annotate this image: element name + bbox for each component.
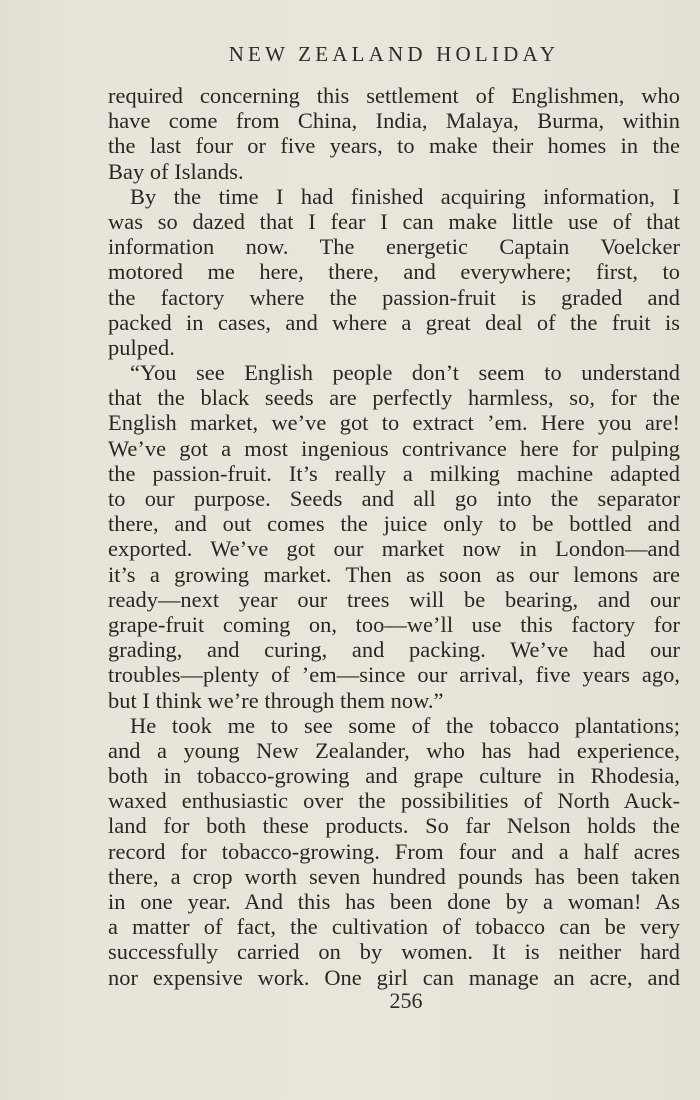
text-line: to our purpose. Seeds and all go into the separator <box>108 486 680 511</box>
text-line: pulped. <box>108 334 175 360</box>
text-line: nor expensive work. One girl can manage an acre, and <box>108 964 680 990</box>
text-line: the factory where the passion-fruit is graded and <box>108 284 680 310</box>
text-line: By the time I had finished acquiring information, I <box>130 183 680 209</box>
text-line: land for both these products. So far Nelson holds the <box>108 813 680 839</box>
text-line: there, a crop worth seven hundred pounds has been taken <box>108 863 680 889</box>
text-line: that the black seeds are perfectly harmless, so, for the <box>108 385 680 411</box>
text-line: a matter of fact, the cultivation of tobacco can be very <box>108 914 680 940</box>
text-line: both in tobacco-growing and grape culture in Rhodesia, <box>108 763 680 789</box>
text-line: the passion-fruit. It’s really a milking machine adapted <box>108 460 680 486</box>
body-text <box>108 83 680 990</box>
page-number: 256 <box>389 988 423 1013</box>
text-line: successfully carried on by women. It is neither hard <box>108 939 680 965</box>
text-line: ready—next year our trees will be bearing, and our <box>108 586 680 612</box>
text-line: waxed enthusiastic over the possibilities of North Auck- <box>108 788 680 814</box>
text-line: “You see English people don’t seem to understand <box>130 360 680 386</box>
text-line: exported. We’ve got our market now in London—and <box>108 536 680 562</box>
text-line: packed in cases, and where a great deal of the fruit is <box>108 309 680 335</box>
text-line: there, and out comes the juice only to be bottled and <box>108 511 680 537</box>
text-line: motored me here, there, and everywhere; first, to <box>108 259 680 285</box>
text-line: information now. The energetic Captain Voelcker <box>108 234 680 260</box>
text-line: grading, and curing, and packing. We’ve had our <box>108 637 680 663</box>
text-line: have come from China, India, Malaya, Burma, within <box>108 108 680 134</box>
text-line: troubles—plenty of ’em—since our arrival, five years ago, <box>108 662 680 688</box>
running-head: NEW ZEALAND HOLIDAY <box>228 42 560 66</box>
text-line: grape-fruit coming on, too—we’ll use this factory for <box>108 611 680 637</box>
text-line: and a young New Zealander, who has had experience, <box>108 737 680 763</box>
text-line: the last four or five years, to make their homes in the <box>108 133 680 159</box>
text-line: it’s a growing market. Then as soon as our lemons are <box>108 561 680 587</box>
text-line: He took me to see some of the tobacco plantations; <box>130 712 680 738</box>
text-line: required concerning this settlement of Englishmen, who <box>108 83 680 108</box>
text-line: in one year. And this has been done by a woman! As <box>108 889 680 914</box>
text-line: but I think we’re through them now.” <box>108 687 444 713</box>
text-line: was so dazed that I fear I can make little use of that <box>108 208 680 234</box>
text-line: English market, we’ve got to extract ’em. Here you are! <box>108 410 680 436</box>
text-line: record for tobacco-growing. From four and a half acres <box>108 838 680 864</box>
text-line: We’ve got a most ingenious contrivance here for pulping <box>108 435 680 461</box>
text-line: Bay of Islands. <box>108 158 244 184</box>
